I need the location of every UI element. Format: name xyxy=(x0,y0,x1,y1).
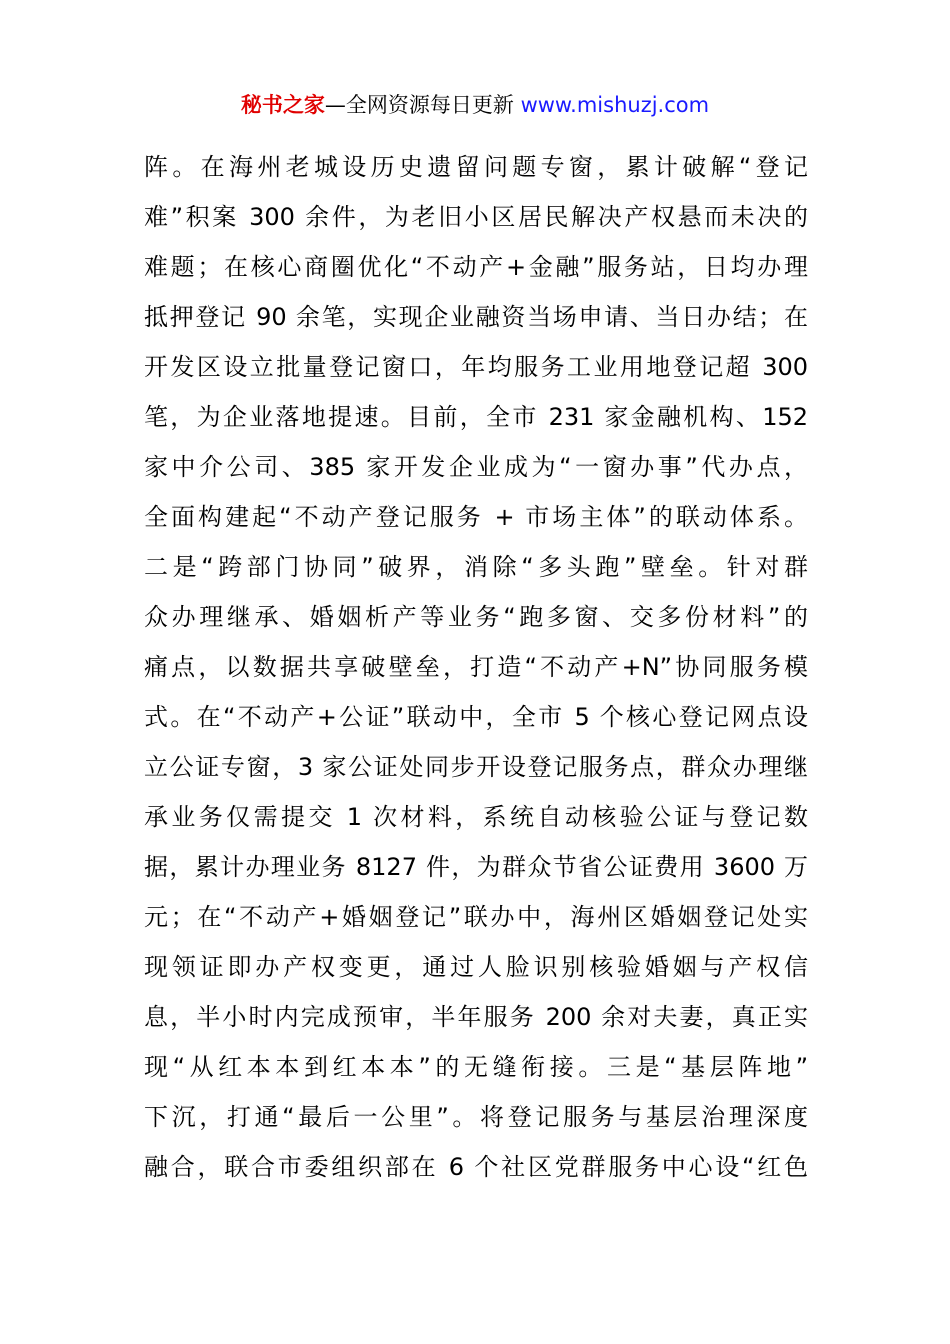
text-line: 笔，为企业落地提速。目前，全市 231 家金融机构、152 xyxy=(144,403,808,431)
site-url-link[interactable]: www.mishuzj.com xyxy=(520,93,710,117)
text-line: 抵押登记 90 余笔，实现企业融资当场申请、当日办结；在 xyxy=(144,303,808,331)
text-line: 难”积案 300 余件，为老旧小区居民解决产权悬而未决的 xyxy=(144,203,808,231)
text-line: 开发区设立批量登记窗口，年均服务工业用地登记超 300 xyxy=(144,353,808,381)
text-line: 式。在“不动产+公证”联动中，全市 5 个核心登记网点设 xyxy=(144,703,808,731)
text-line: 阵。在海州老城设历史遗留问题专窗，累计破解“登记 xyxy=(144,153,808,181)
text-line: 元；在“不动产+婚姻登记”联办中，海州区婚姻登记处实 xyxy=(144,903,808,931)
text-line: 立公证专窗，3 家公证处同步开设登记服务点，群众办理继 xyxy=(144,753,808,781)
text-line: 现“从红本本到红本本”的无缝衔接。三是“基层阵地” xyxy=(144,1053,808,1081)
text-line: 众办理继承、婚姻析产等业务“跑多窗、交多份材料”的 xyxy=(144,603,808,631)
text-line: 全面构建起“不动产登记服务 + 市场主体”的联动体系。 xyxy=(144,503,808,531)
text-line: 承业务仅需提交 1 次材料，系统自动核验公证与登记数 xyxy=(144,803,808,831)
header-tagline: —全网资源每日更新 xyxy=(324,93,514,117)
text-line: 难题；在核心商圈优化“不动产+金融”服务站，日均办理 xyxy=(144,253,808,281)
brand-name: 秘书之家 xyxy=(240,93,325,117)
page-header xyxy=(0,88,950,122)
text-line: 据，累计办理业务 8127 件，为群众节省公证费用 3600 万 xyxy=(144,853,808,881)
text-line: 现领证即办产权变更，通过人脸识别核验婚姻与产权信 xyxy=(144,953,808,981)
text-line: 家中介公司、385 家开发企业成为“一窗办事”代办点， xyxy=(144,453,808,481)
text-line: 下沉，打通“最后一公里”。将登记服务与基层治理深度 xyxy=(144,1103,808,1131)
document-body xyxy=(144,145,808,1195)
text-line: 息，半小时内完成预审，半年服务 200 余对夫妻，真正实 xyxy=(144,1003,808,1031)
text-line: 二是“跨部门协同”破界，消除“多头跑”壁垒。针对群 xyxy=(144,553,808,581)
text-line: 痛点，以数据共享破壁垒，打造“不动产+N”协同服务模 xyxy=(144,653,808,681)
text-line: 融合，联合市委组织部在 6 个社区党群服务中心设“红色 xyxy=(144,1153,808,1181)
